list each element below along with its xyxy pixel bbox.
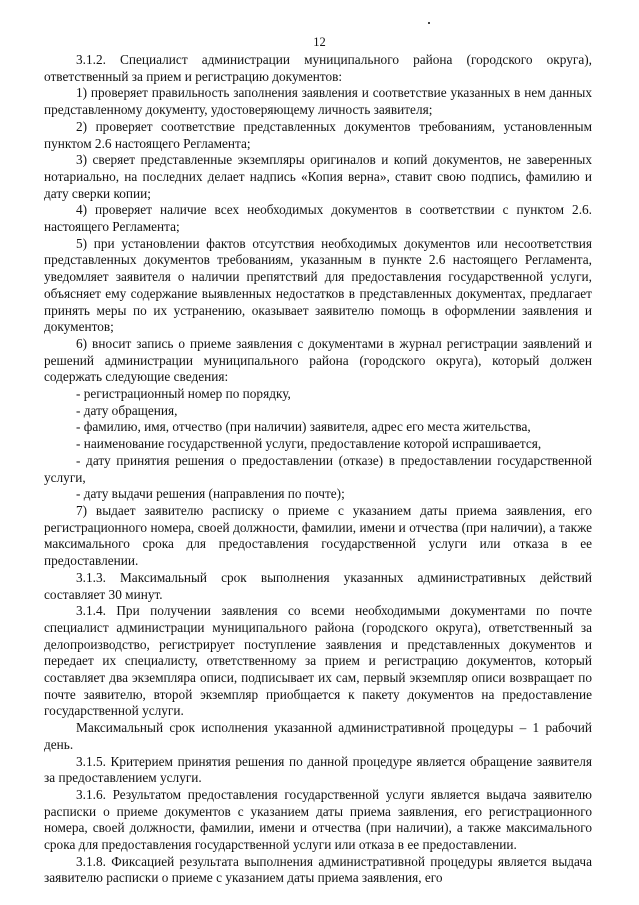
- list-item-service-name: - наименование государственной услуги, предоставление которой испрашивается,: [76, 436, 542, 452]
- paragraph-item-3: 3) сверяет представленные экземпляры оригиналов и копий документов, не заверенных нотариально, на последних делает надпись «Копия верна», ставит свою подпись, фамилию и дату сверки копии;: [44, 152, 592, 201]
- paragraph-3-1-2: 3.1.2. Специалист администрации муниципального района (городского округа), ответственный за прием и регистрацию документов:: [44, 52, 592, 84]
- list-item-issue-date: - дату выдачи решения (направления по почте);: [76, 486, 345, 502]
- paragraph-item-7: 7) выдает заявителю расписку о приеме с указанием даты приема заявления, его регистрационного номера, своей должности, фамилии, имени и отчества (при наличии), а также максимального срока для предоставления государственной услуги или отказа в ее предоставлении.: [44, 502, 592, 569]
- paragraph-max-term: Максимальный срок исполнения указанной административной процедуры – 1 рабочий день.: [44, 720, 592, 752]
- list-item-applicant-name: - фамилию, имя, отчество (при наличии) заявителя, адрес его места жительства,: [76, 419, 531, 435]
- list-item-registration-number: - регистрационный номер по порядку,: [76, 386, 291, 402]
- paragraph-3-1-6: 3.1.6. Результатом предоставления государственной услуги является выдача заявителю расписки о приеме документов с указанием даты приема заявления, его регистрационного номера, своей должности, фамилии, имени и отчества (при наличии), а также максимального срока для предоставления государственной услуги или отказа в ее предоставлении.: [44, 786, 592, 853]
- paragraph-item-6: 6) вносит запись о приеме заявления с документами в журнал регистрации заявлений и решений администрации муниципального района (городского округа), который должен содержать следующие сведения:: [44, 335, 592, 385]
- paragraph-3-1-5: 3.1.5. Критерием принятия решения по данной процедуре является обращение заявителя за предоставлением услуги.: [44, 753, 592, 786]
- page-number: 12: [313, 35, 326, 49]
- document-body: [44, 52, 592, 887]
- paragraph-item-4: 4) проверяет наличие всех необходимых документов в соответствии с пунктом 2.6. настоящего Регламента;: [44, 202, 592, 235]
- paragraph-item-2: 2) проверяет соответствие представленных документов требованиям, установленным пунктом 2.6 настоящего Регламента;: [44, 118, 592, 151]
- scan-artifact: [428, 22, 430, 24]
- paragraph-3-1-8: 3.1.8. Фиксацией результата выполнения административной процедуры является выдача заявителю расписки о приеме с указанием даты приема заявления, его: [44, 853, 592, 886]
- paragraph-item-1: 1) проверяет правильность заполнения заявления и соответствие указанных в нем данных представленному документу, удостоверяющему личность заявителя;: [44, 85, 592, 118]
- paragraph-3-1-3: 3.1.3. Максимальный срок выполнения указанных административных действий составляет 30 минут.: [44, 569, 592, 602]
- list-item-request-date: - дату обращения,: [76, 402, 178, 418]
- list-item-decision-date: - дату принятия решения о предоставлении (отказе) в предоставлении государственной услуги,: [44, 452, 592, 485]
- paragraph-item-5: 5) при установлении фактов отсутствия необходимых документов или несоответствия представленных документов требованиям, указанным в пункте 2.6 настоящего Регламента, уведомляет заявителя о наличии препятствий для предоставления государственной услуги, объясняет ему содержание выявленных недостатков в представленных документах, предлагает принять меры по их устранению, оказывает заявителю помощь в оформлении заявления и документов;: [44, 235, 592, 335]
- paragraph-3-1-4: 3.1.4. При получении заявления со всеми необходимыми документами по почте специалист администрации муниципального района (городского округа), ответственный за делопроизводство, регистрирует поступление заявления и представленных документов и передает их специалисту, ответственному за прием и регистрацию документов, который составляет два экземпляра описи, подписывает их сам, первый экземпляр описи возвращает по почте заявителю, второй экземпляр приобщается к пакету документов на предоставление государственной услуги.: [44, 603, 592, 719]
